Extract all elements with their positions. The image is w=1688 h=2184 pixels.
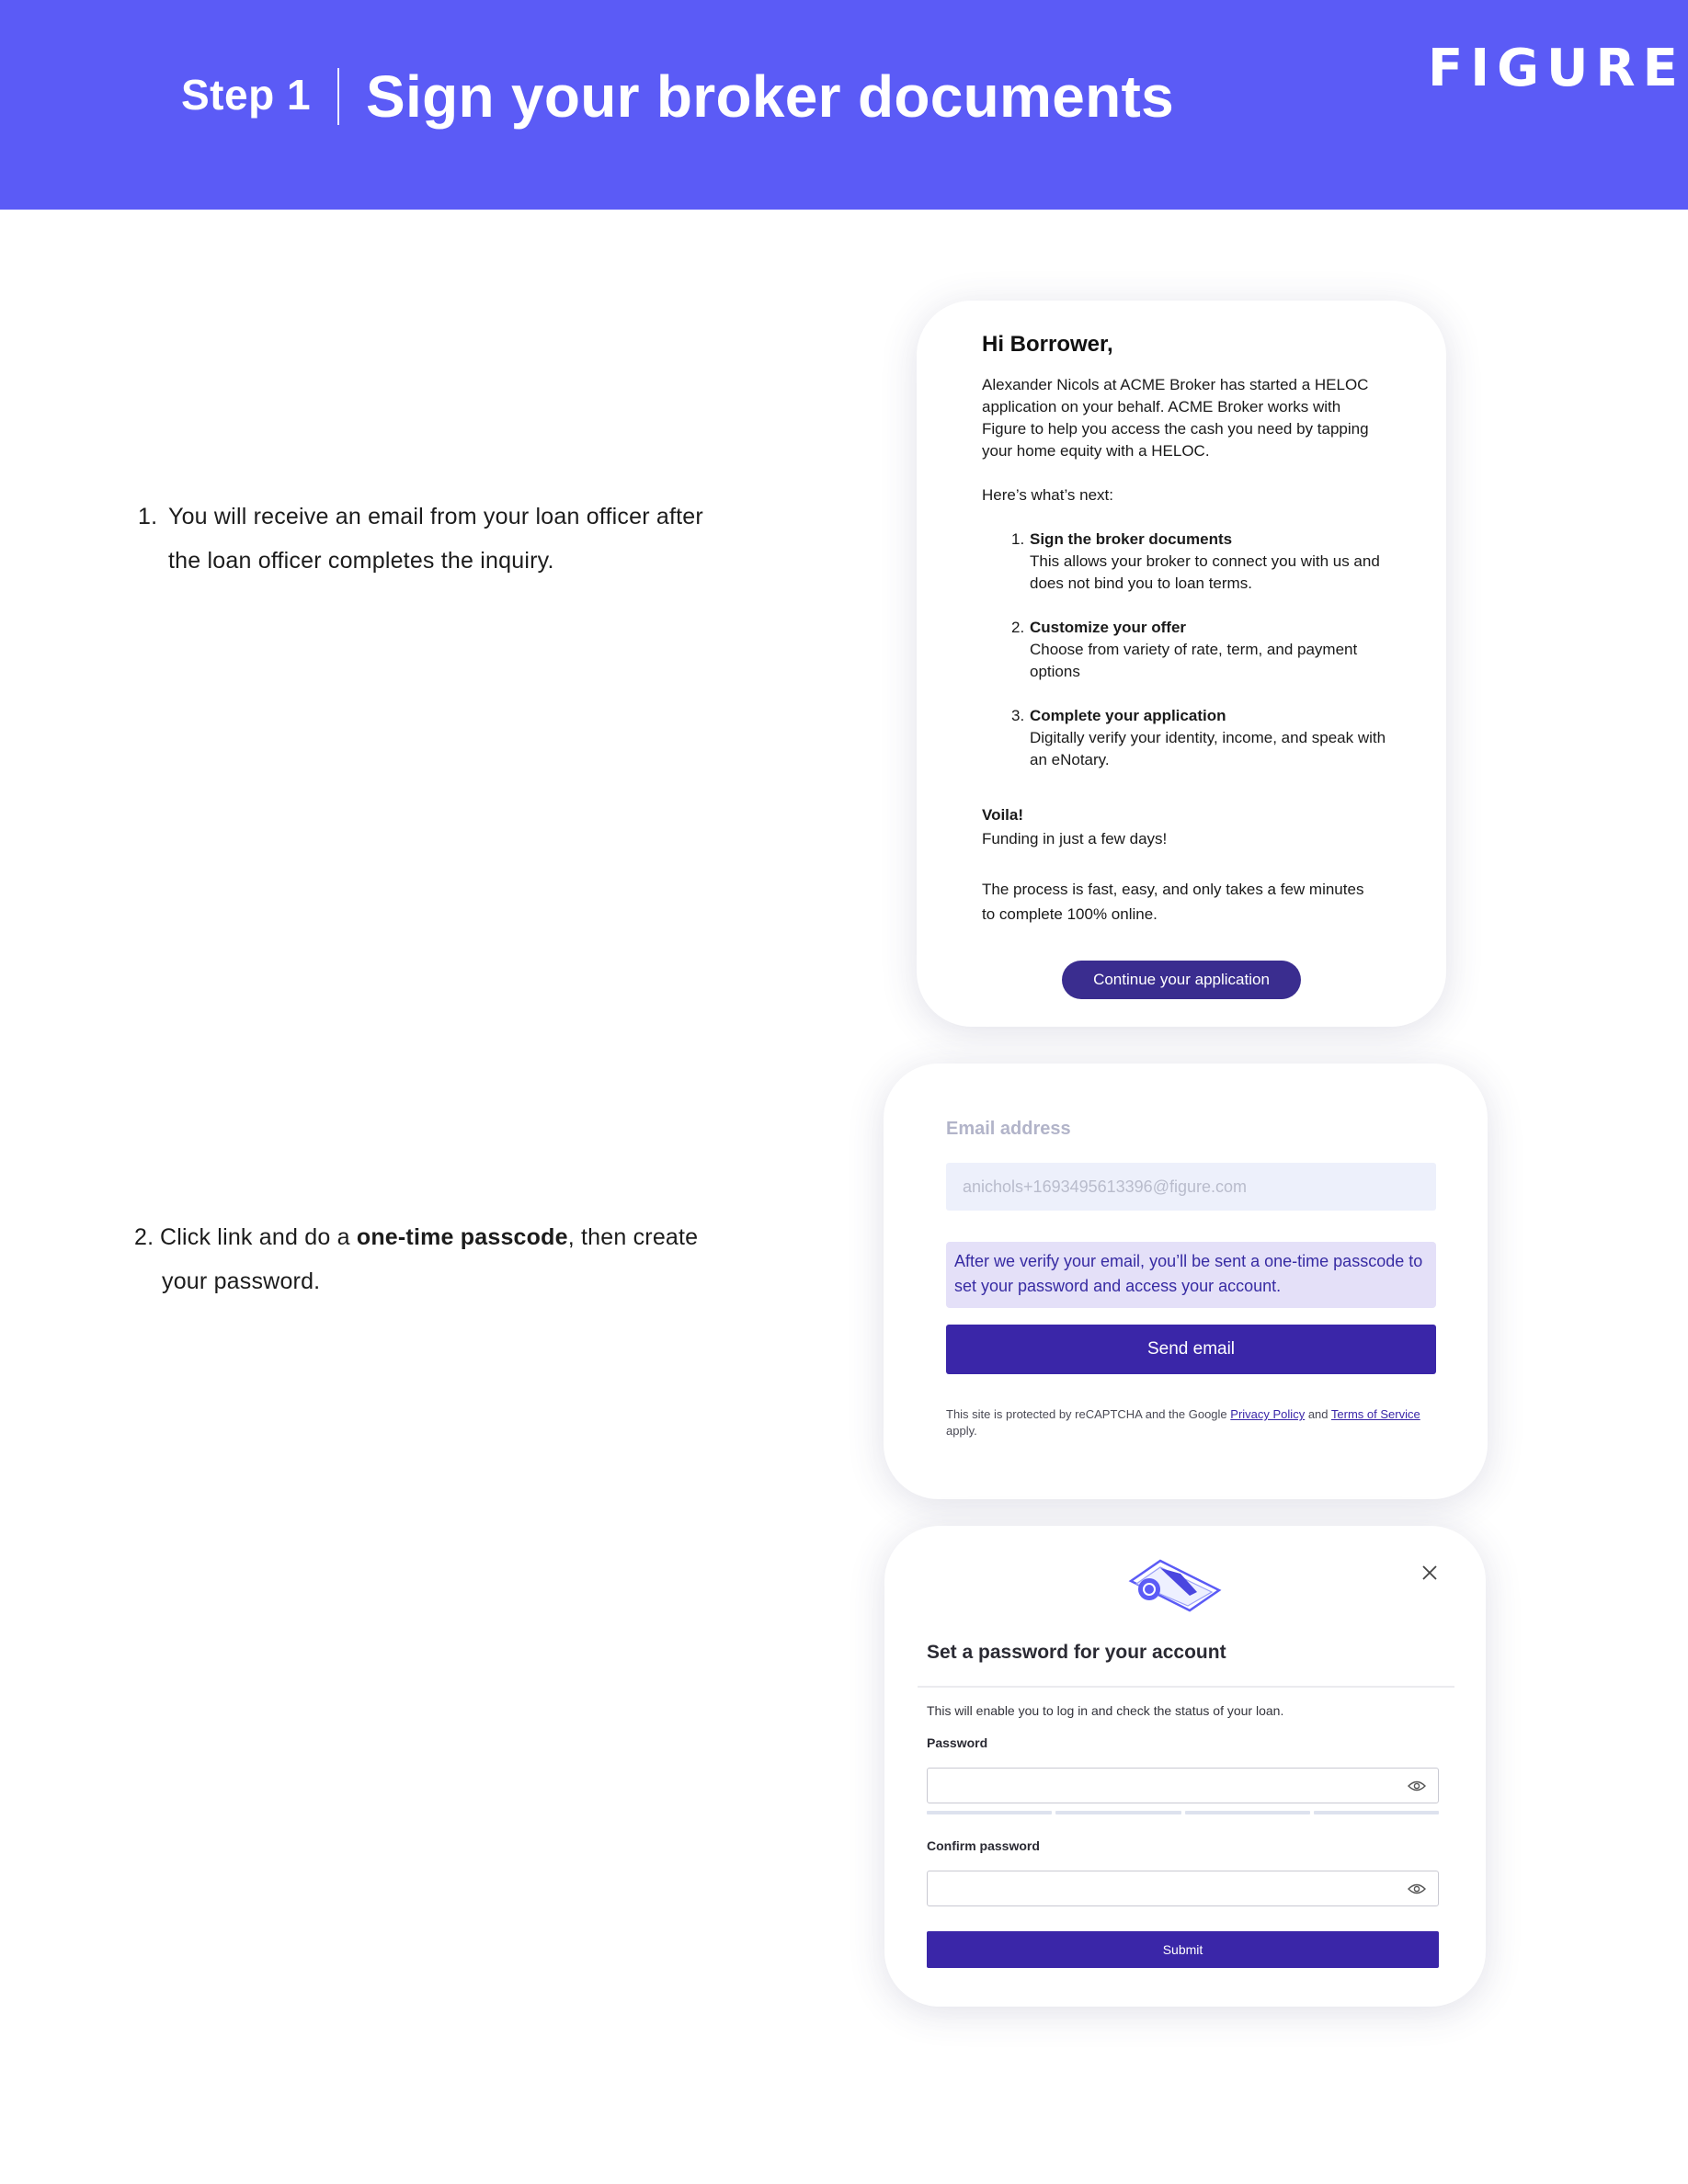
set-password-card <box>884 1526 1486 2007</box>
instruction-1-line-2: the loan officer completes the inquiry. <box>168 548 554 574</box>
instruction-2 <box>134 1215 732 1303</box>
legal-and: and <box>1307 1407 1329 1421</box>
email-step-1 <box>982 529 1386 595</box>
strength-segment <box>1314 1811 1439 1814</box>
instruction-2-line-2: your password. <box>162 1268 321 1294</box>
email-step-2-number: 2. <box>1011 619 1025 636</box>
instruction-1-number: 1. <box>138 504 158 529</box>
terms-of-service-link[interactable]: Terms of Service <box>1330 1407 1420 1421</box>
legal-suffix: apply. <box>946 1424 977 1438</box>
email-intro: Alexander Nicols at ACME Broker has started a HELOC application on your behalf. ACME Broker works with Figure to help you access the cash you need by tapping your home equity with a HELOC. <box>982 376 1369 460</box>
send-email-button[interactable]: Send email <box>946 1325 1436 1374</box>
key-card-illustration-icon <box>1123 1553 1225 1618</box>
email-step-3 <box>982 705 1386 771</box>
password-input[interactable] <box>927 1768 1439 1803</box>
email-address-label: Email address <box>946 1119 1071 1139</box>
email-step-2-body: Choose from variety of rate, term, and payment options <box>1030 641 1358 680</box>
email-voila: Voila! <box>982 806 1024 824</box>
email-process: The process is fast, easy, and only takes a few minutes to complete 100% online. <box>982 881 1364 923</box>
password-strength-meter <box>927 1811 1439 1814</box>
instruction-2-text-after: , then create <box>567 1224 699 1250</box>
privacy-policy-link[interactable]: Privacy Policy <box>1230 1407 1306 1421</box>
instruction-2-line-1 <box>134 1215 732 1259</box>
strength-segment <box>1185 1811 1310 1814</box>
email-step-1-title: Sign the broker documents <box>1030 530 1233 548</box>
strength-segment <box>927 1811 1052 1814</box>
email-step-3-body: Digitally verify your identity, income, and speak with an eNotary. <box>1030 729 1386 768</box>
strength-segment <box>1055 1811 1180 1814</box>
instruction-2-number: 2. <box>134 1224 154 1250</box>
close-icon[interactable] <box>1420 1563 1440 1583</box>
email-address-field[interactable]: anichols+1693495613396@figure.com <box>946 1163 1436 1211</box>
instruction-1 <box>138 495 736 583</box>
title-divider <box>918 1686 1454 1688</box>
step-label: Step 1 <box>181 71 312 119</box>
email-step-3-title: Complete your application <box>1030 707 1226 724</box>
email-next-heading: Here’s what’s next: <box>982 486 1113 504</box>
email-step-2 <box>982 617 1386 683</box>
email-preview-card <box>917 301 1446 1027</box>
header-banner <box>0 0 1688 210</box>
recaptcha-legal-text <box>946 1406 1424 1439</box>
instruction-2-text-before: Click link and do a <box>160 1224 350 1250</box>
confirm-password-label: Confirm password <box>927 1838 1040 1853</box>
instruction-1-line-1 <box>138 495 736 539</box>
set-password-title: Set a password for your account <box>927 1642 1226 1663</box>
email-step-3-number: 3. <box>1011 707 1025 724</box>
legal-prefix: This site is protected by reCAPTCHA and the Google <box>946 1407 1227 1421</box>
instruction-2-bold-text: one-time passcode <box>356 1224 568 1250</box>
email-funding: Funding in just a few days! <box>982 830 1168 847</box>
instruction-1-text: You will receive an email from your loan officer after <box>168 504 703 529</box>
continue-application-button[interactable]: Continue your application <box>1062 961 1301 999</box>
email-step-2-title: Customize your offer <box>1030 619 1187 636</box>
email-step-1-number: 1. <box>1011 530 1025 548</box>
header-divider <box>337 68 339 125</box>
password-label: Password <box>927 1735 988 1750</box>
eye-icon[interactable] <box>1408 1780 1426 1792</box>
passcode-notice: After we verify your email, you’ll be sent a one-time passcode to set your password and access your account. <box>946 1242 1436 1308</box>
email-signup-card <box>884 1064 1488 1499</box>
eye-icon[interactable] <box>1408 1883 1426 1895</box>
page-title: Sign your broker documents <box>366 63 1175 130</box>
submit-button[interactable]: Submit <box>927 1931 1439 1968</box>
confirm-password-input[interactable] <box>927 1871 1439 1906</box>
email-greeting: Hi Borrower, <box>982 332 1113 357</box>
set-password-subtitle: This will enable you to log in and check the status of your loan. <box>927 1703 1284 1718</box>
email-step-1-body: This allows your broker to connect you with us and does not bind you to loan terms. <box>1030 552 1380 592</box>
email-steps-list <box>982 529 1386 793</box>
figure-logo: FIGURE <box>1428 39 1685 98</box>
